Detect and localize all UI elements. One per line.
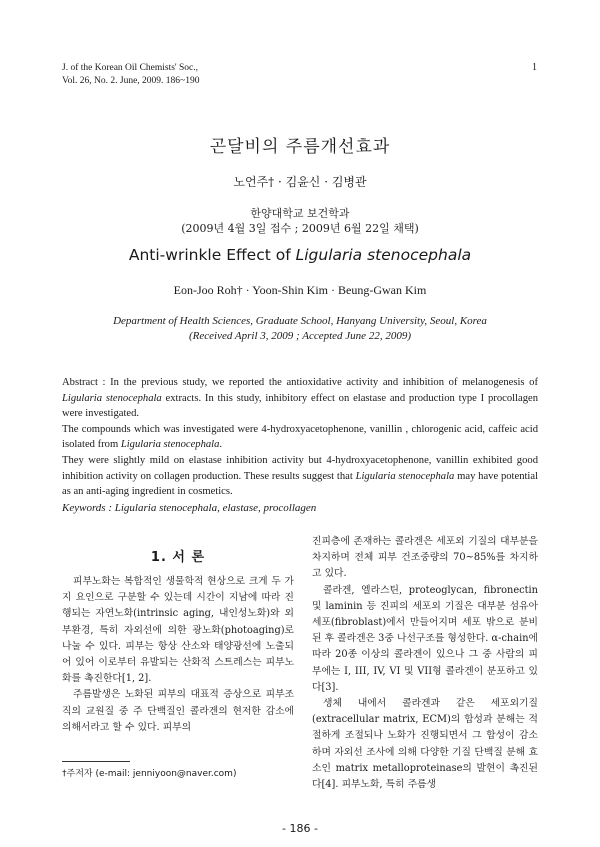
affiliation-english bbox=[0, 314, 600, 344]
abstract-text: . bbox=[219, 439, 223, 451]
affiliation-english-name: Department of Health Sciences, Graduate School, Hanyang University, Seoul, Korea bbox=[113, 315, 487, 327]
section-heading-introduction: 1. 서 론 bbox=[150, 550, 206, 565]
affiliation-korean bbox=[0, 206, 600, 236]
affiliation-korean-name: 한양대학교 보건학과 bbox=[250, 207, 350, 220]
journal-name: J. of the Korean Oil Chemists' Soc., bbox=[62, 63, 199, 73]
authors-english: Eon-Joo Roh† · Yoon-Shin Kim · Beung-Gwan Kim bbox=[173, 283, 427, 297]
abstract-text: extracts. In this study, inhibitory effect on elastase and production type I procollagen were investigated. bbox=[62, 392, 538, 420]
journal-citation bbox=[62, 62, 199, 88]
page-footer-number: - 186 - bbox=[282, 822, 318, 835]
title-korean: 곤달비의 주름개선효과 bbox=[209, 137, 391, 157]
footnote: †주저자 (e-mail: jenniyoon@naver.com) bbox=[62, 769, 237, 779]
title-english bbox=[0, 246, 600, 264]
footnote-divider bbox=[62, 761, 130, 762]
body-paragraph: 피부노화는 복합적인 생물학적 현상으로 크게 두 가지 요인으로 구분할 수 있는데 시간이 지남에 따라 진행되는 자연노화(intrinsic aging, 내인성노화)와 외부환경, 특히 자외선에 의한 광노화(photoaging)로 나눌 수 있다. 피부는 항상 산소와 태양광선에 노출되어 있어 이로부터 유발되는 산화적 스트레스는 피부노화를 촉진한다[1, 2]. bbox=[62, 576, 294, 685]
body-paragraph: 주름발생은 노화된 피부의 대표적 증상으로 피부조직의 교원질 중 주 단백질인 콜라겐의 현저한 감소에 의해서라고 할 수 있다. 피부의 bbox=[62, 689, 294, 733]
abstract-species: Ligularia stenocephala bbox=[355, 470, 455, 482]
abstract-text: They were slightly mild on elastase inhibition activity but 4-hydroxyacetophenone, vanillin exhibited good inhibition activity on collagen production. These results suggest that bbox=[62, 454, 538, 482]
authors-korean: 노언주† · 김윤신 · 김병관 bbox=[233, 175, 367, 189]
title-english-prefix: Anti-wrinkle Effect of bbox=[128, 246, 296, 264]
body-paragraph: 진피층에 존재하는 콜라겐은 세포외 기질의 대부분을 차지하며 전체 피부 건조중량의 70~85%를 차지하고 있다. bbox=[312, 536, 538, 580]
abstract-paragraph bbox=[62, 453, 538, 500]
abstract-species: Ligularia stenocephala bbox=[62, 392, 162, 404]
left-column bbox=[62, 574, 294, 736]
dates-english: (Received April 3, 2009 ; Accepted June 22, 2009) bbox=[189, 330, 411, 342]
abstract-text: may have potential as an anti-aging ingredient in cosmetics. bbox=[62, 470, 539, 498]
right-column bbox=[312, 534, 538, 793]
body-paragraph: 생체 내에서 콜라겐과 같은 세포외기질(extracellular matrix, ECM)의 합성과 분해는 적절하게 조절되나 노화가 진행되면서 그 합성이 감소하며 자외선 조사에 의해 다양한 기질 단백질 분해 효소인 matrix metalloproteinase의 발현이 촉진된다[4]. 피부노화, 특히 주름생 bbox=[312, 698, 538, 791]
abstract-paragraph bbox=[62, 375, 538, 422]
journal-volume: Vol. 26, No. 2. June, 2009. 186~190 bbox=[62, 76, 200, 86]
abstract-label: Abstract : bbox=[62, 377, 111, 388]
abstract-text: In the previous study, we reported the antioxidative activity and inhibition of melanogenesis of bbox=[110, 377, 538, 388]
title-english-species: Ligularia stenocephala bbox=[295, 246, 472, 264]
abstract-paragraph bbox=[62, 422, 538, 453]
page-number: 1 bbox=[532, 62, 537, 73]
abstract-text: The compounds which was investigated were 4-hydroxyacetophenone, vanillin , chlorogenic acid, caffeic acid isolated from bbox=[62, 423, 538, 451]
abstract-species: Ligularia stenocephala bbox=[120, 439, 220, 451]
keywords: Keywords : Ligularia stenocephala, elastase, procollagen bbox=[62, 502, 317, 514]
dates-korean: (2009년 4월 3일 접수 ; 2009년 6월 22일 채택) bbox=[181, 222, 419, 235]
body-paragraph: 콜라겐, 엘라스틴, proteoglycan, fibronectin 및 laminin 등 진피의 세포외 기질은 대부분 섬유아세포(fibroblast)에서 만들어지며 세포 밖으로 분비된 후 콜라겐은 3중 나선구조를 형성한다. α-chain에 따라 20종 이상의 콜라겐이 있으나 그 중 사람의 피부에는 I, III, IV, VI 및 VII형 콜라겐이 분포하고 있다[3]. bbox=[312, 584, 538, 693]
abstract bbox=[62, 375, 538, 500]
